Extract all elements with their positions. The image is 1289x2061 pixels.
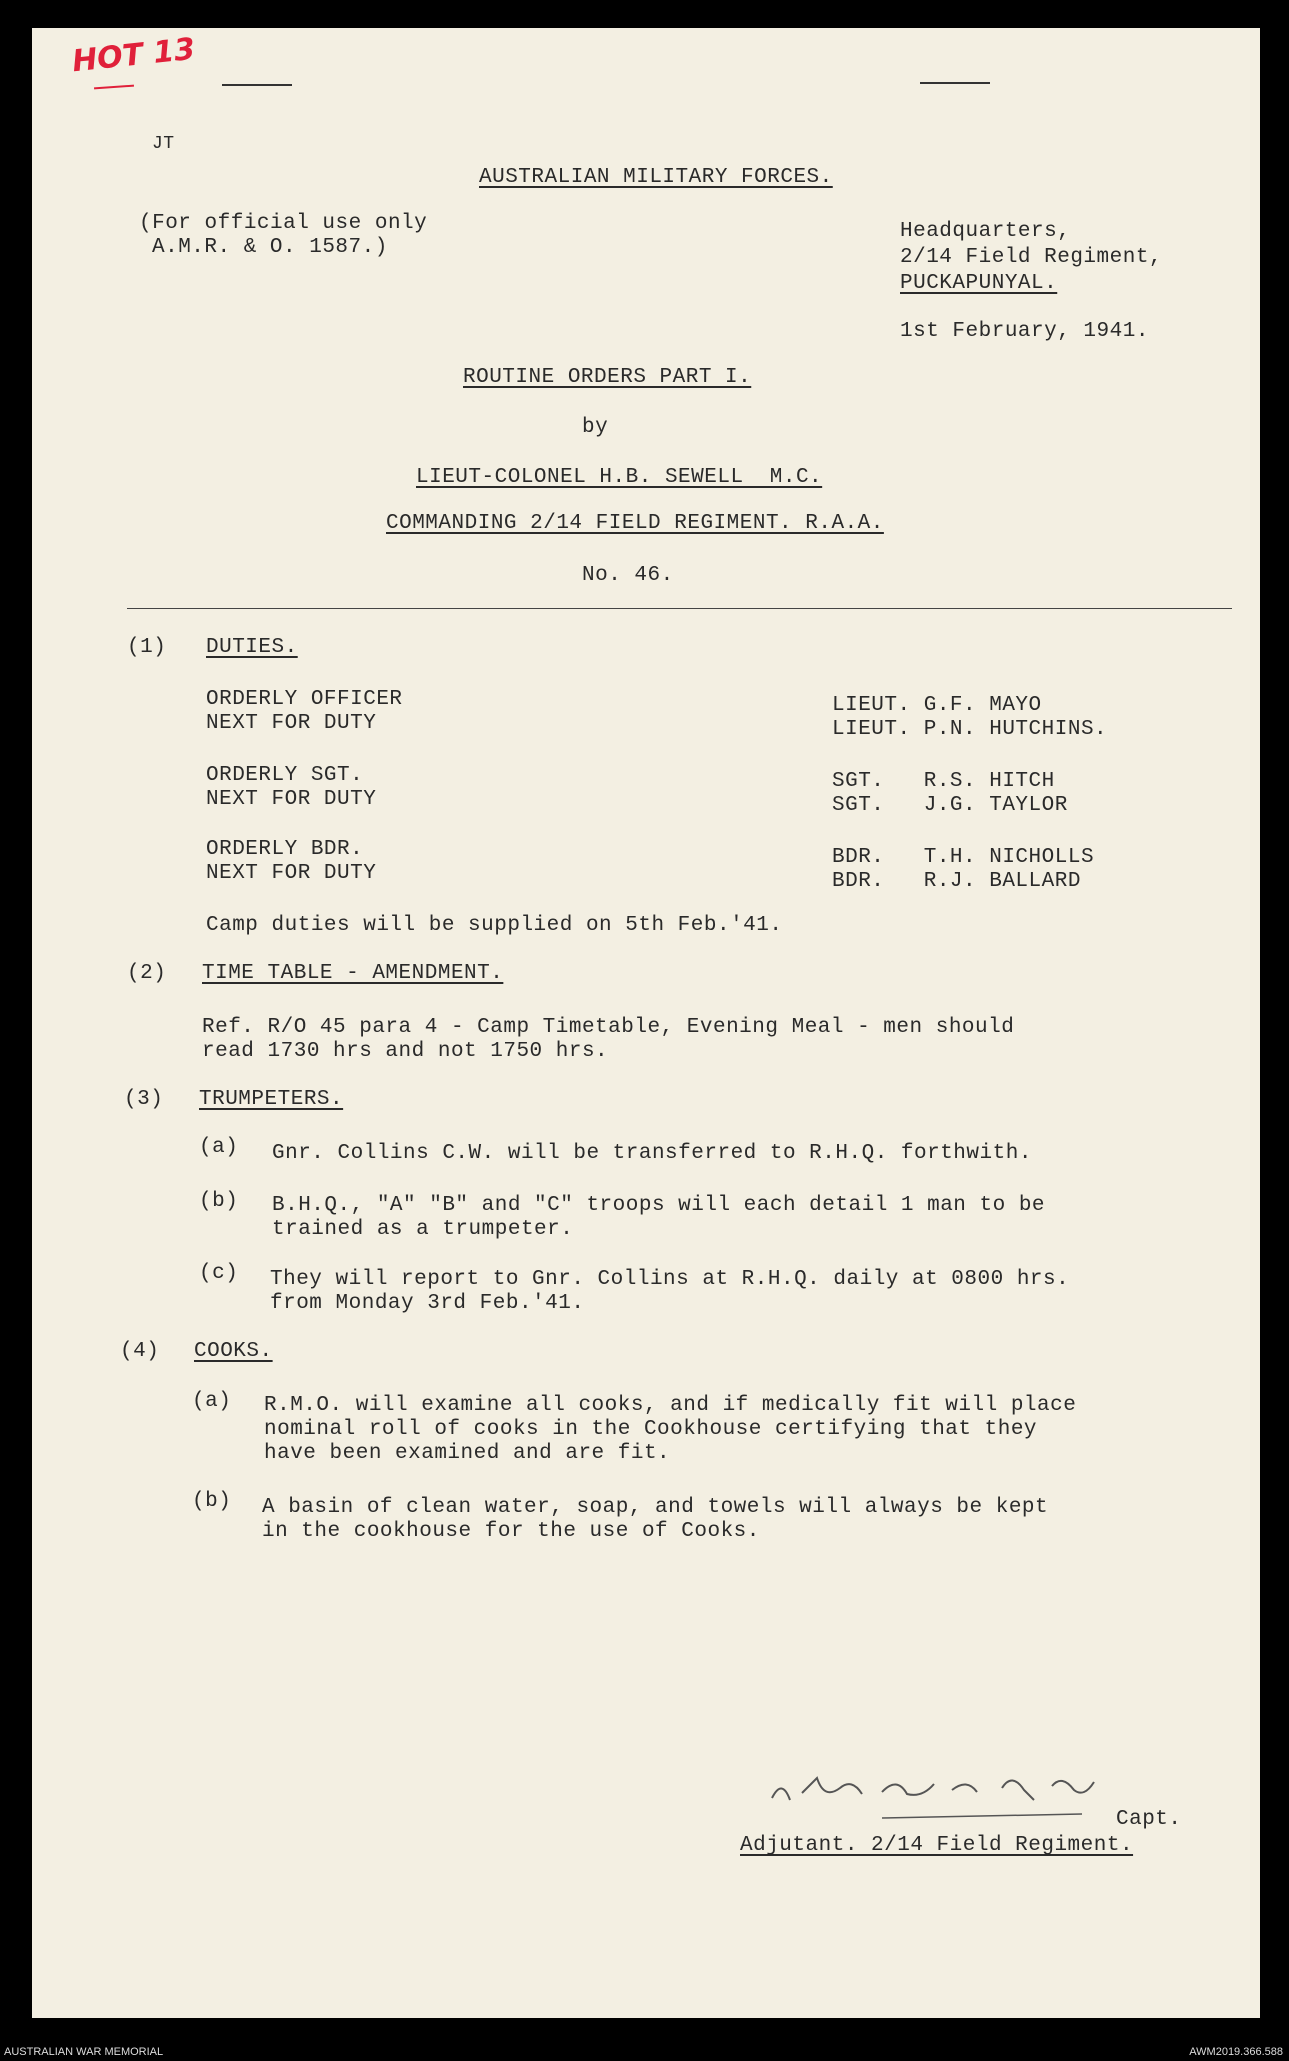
section-3-number: (3) xyxy=(124,1088,164,1111)
duty-role-6: NEXT FOR DUTY xyxy=(206,862,377,885)
duty-role-5: ORDERLY BDR. xyxy=(206,838,364,861)
hq-line-2: 2/14 Field Regiment, xyxy=(900,246,1163,269)
duty-role-2: NEXT FOR DUTY xyxy=(206,712,377,735)
duty-role-3: ORDERLY SGT. xyxy=(206,764,364,787)
binding-mark-left xyxy=(222,84,292,86)
cooks-a-text-1: R.M.O. will examine all cooks, and if medically fit will place xyxy=(264,1394,1077,1417)
footer-left: AUSTRALIAN WAR MEMORIAL xyxy=(4,2046,164,2058)
document-date: 1st February, 1941. xyxy=(900,320,1149,343)
trumpeters-b-text-1: B.H.Q., "A" "B" and "C" troops will each detail 1 man to be xyxy=(272,1194,1046,1217)
signature-rank: Capt. xyxy=(1116,1808,1182,1831)
corner-mark: JT xyxy=(152,134,175,154)
routine-orders-heading: ROUTINE ORDERS PART I. xyxy=(463,366,752,389)
annotation-underline xyxy=(94,85,134,90)
duty-name-6: BDR. R.J. BALLARD xyxy=(832,870,1081,893)
duty-name-3: SGT. R.S. HITCH xyxy=(832,770,1055,793)
duty-name-5: BDR. T.H. NICHOLLS xyxy=(832,846,1095,869)
timetable-line-2: read 1730 hrs and not 1750 hrs. xyxy=(202,1040,609,1063)
trumpeters-a-text: Gnr. Collins C.W. will be transferred to R.H.Q. forthwith. xyxy=(272,1142,1032,1165)
trumpeters-a-label: (a) xyxy=(199,1136,239,1159)
official-use-line-1: (For official use only xyxy=(139,212,428,235)
cooks-b-text-1: A basin of clean water, soap, and towels will always be kept xyxy=(262,1496,1049,1519)
official-use-line-2: A.M.R. & O. 1587.) xyxy=(152,236,388,259)
commander-name: LIEUT-COLONEL H.B. SEWELL M.C. xyxy=(416,466,823,489)
cooks-a-text-2: nominal roll of cooks in the Cookhouse certifying that they xyxy=(264,1418,1038,1441)
document-page xyxy=(32,28,1260,2018)
duty-role-4: NEXT FOR DUTY xyxy=(206,788,377,811)
handwritten-annotation: HOT 13 xyxy=(70,31,197,80)
duty-role-1: ORDERLY OFFICER xyxy=(206,688,403,711)
trumpeters-b-label: (b) xyxy=(199,1190,239,1213)
signature-scrawl xyxy=(762,1748,1162,1828)
footer-right: AWM2019.366.588 xyxy=(1189,2046,1283,2058)
section-4-title: COOKS. xyxy=(194,1340,273,1363)
order-number: No. 46. xyxy=(582,564,674,587)
cooks-a-label: (a) xyxy=(192,1390,232,1413)
commanding-unit: COMMANDING 2/14 FIELD REGIMENT. R.A.A. xyxy=(386,512,884,535)
duty-name-4: SGT. J.G. TAYLOR xyxy=(832,794,1068,817)
signature-role: Adjutant. 2/14 Field Regiment. xyxy=(740,1834,1134,1857)
section-2-title: TIME TABLE - AMENDMENT. xyxy=(202,962,504,985)
camp-duties-note: Camp duties will be supplied on 5th Feb.'41. xyxy=(206,914,783,937)
trumpeters-b-text-2: trained as a trumpeter. xyxy=(272,1218,574,1241)
trumpeters-c-text-2: from Monday 3rd Feb.'41. xyxy=(270,1292,585,1315)
section-3-title: TRUMPETERS. xyxy=(199,1088,344,1111)
cooks-b-text-2: in the cookhouse for the use of Cooks. xyxy=(262,1520,760,1543)
duty-name-1: LIEUT. G.F. MAYO xyxy=(832,694,1042,717)
by-line: by xyxy=(582,416,609,439)
cooks-b-label: (b) xyxy=(192,1490,232,1513)
timetable-line-1: Ref. R/O 45 para 4 - Camp Timetable, Evening Meal - men should xyxy=(202,1016,1015,1039)
hq-line-3: PUCKAPUNYAL. xyxy=(900,272,1058,295)
document-title: AUSTRALIAN MILITARY FORCES. xyxy=(479,166,833,189)
duty-name-2: LIEUT. P.N. HUTCHINS. xyxy=(832,718,1108,741)
hq-line-1: Headquarters, xyxy=(900,220,1071,243)
section-1-number: (1) xyxy=(127,636,167,659)
section-1-title: DUTIES. xyxy=(206,636,298,659)
cooks-a-text-3: have been examined and are fit. xyxy=(264,1442,671,1465)
section-2-number: (2) xyxy=(127,962,167,985)
section-4-number: (4) xyxy=(120,1340,160,1363)
trumpeters-c-text-1: They will report to Gnr. Collins at R.H.Q. daily at 0800 hrs. xyxy=(270,1268,1070,1291)
trumpeters-c-label: (c) xyxy=(199,1262,239,1285)
binding-mark-right xyxy=(920,82,990,84)
section-divider xyxy=(127,608,1232,609)
